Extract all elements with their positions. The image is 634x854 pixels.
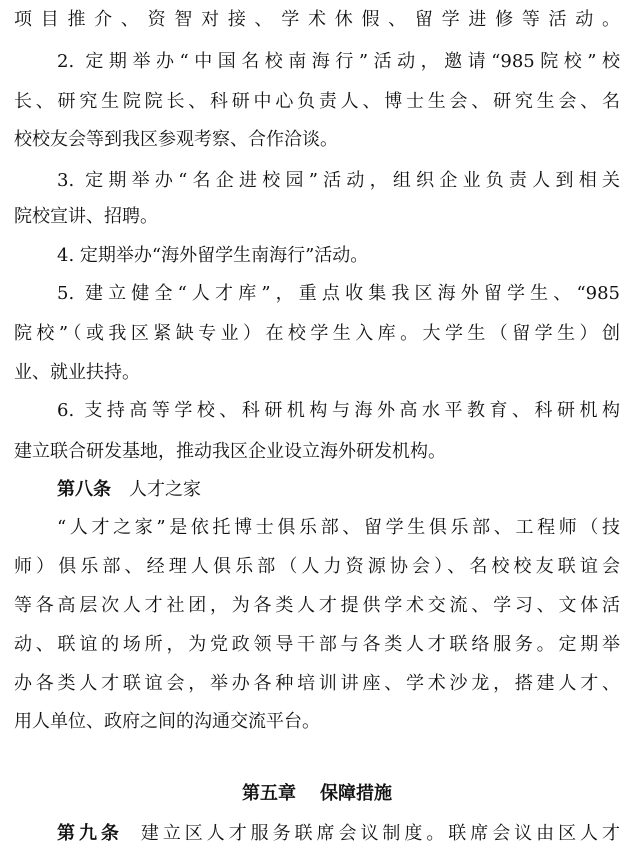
article-9-text: 建立区人才服务联席会议制度。联席会议由区人才 <box>140 823 620 844</box>
text-line: 院校”（或我区紧缺专业）在校学生入库。大学生（留学生）创 <box>14 323 620 344</box>
article-8-title: 人才之家 <box>129 479 201 500</box>
text-line: 办各类人才联谊会，举办各种培训讲座、学术沙龙，搭建人才、 <box>14 673 620 694</box>
text-line: 4. 定期举办“海外留学生南海行”活动。 <box>57 245 369 266</box>
text-line: 长、研究生院院长、科研中心负责人、博士生会、研究生会、名 <box>14 91 620 112</box>
article-9-label: 第九条 <box>57 823 123 844</box>
text-line: 项目推介、资智对接、学术休假、留学进修等活动。 <box>14 9 620 30</box>
chapter-5-heading <box>0 776 634 812</box>
text-line: 等各高层次人才社团，为各类人才提供学术交流、学习、文体活 <box>14 595 620 616</box>
text-line: 5. 建立健全“人才库”，重点收集我区海外留学生、“985 <box>57 283 620 304</box>
text-line: 业、就业扶持。 <box>14 362 140 383</box>
chapter-5-title: 保障措施 <box>320 783 392 804</box>
article-9-line <box>57 816 620 852</box>
text-line: 3. 定期举办“名企进校园”活动，组织企业负责人到相关 <box>57 170 620 191</box>
text-line: 用人单位、政府之间的沟通交流平台。 <box>14 711 320 732</box>
article-8-heading <box>57 472 620 508</box>
text-line: 院校宣讲、招聘。 <box>14 206 158 227</box>
text-line: 2. 定期举办“中国名校南海行”活动，邀请“985院校”校 <box>57 51 620 72</box>
chapter-5-label: 第五章 <box>242 783 296 804</box>
text-line: “人才之家”是依托博士俱乐部、留学生俱乐部、工程师（技 <box>57 517 620 538</box>
article-8-label: 第八条 <box>57 479 111 500</box>
text-line: 6. 支持高等学校、科研机构与海外高水平教育、科研机构 <box>57 400 620 421</box>
text-line: 师）俱乐部、经理人俱乐部（人力资源协会）、名校校友联谊会 <box>14 556 620 577</box>
text-line: 动、联谊的场所，为党政领导干部与各类人才联络服务。定期举 <box>14 634 620 655</box>
text-line: 建立联合研发基地，推动我区企业设立海外研发机构。 <box>14 441 446 462</box>
text-line: 校校友会等到我区参观考察、合作洽谈。 <box>14 129 338 150</box>
